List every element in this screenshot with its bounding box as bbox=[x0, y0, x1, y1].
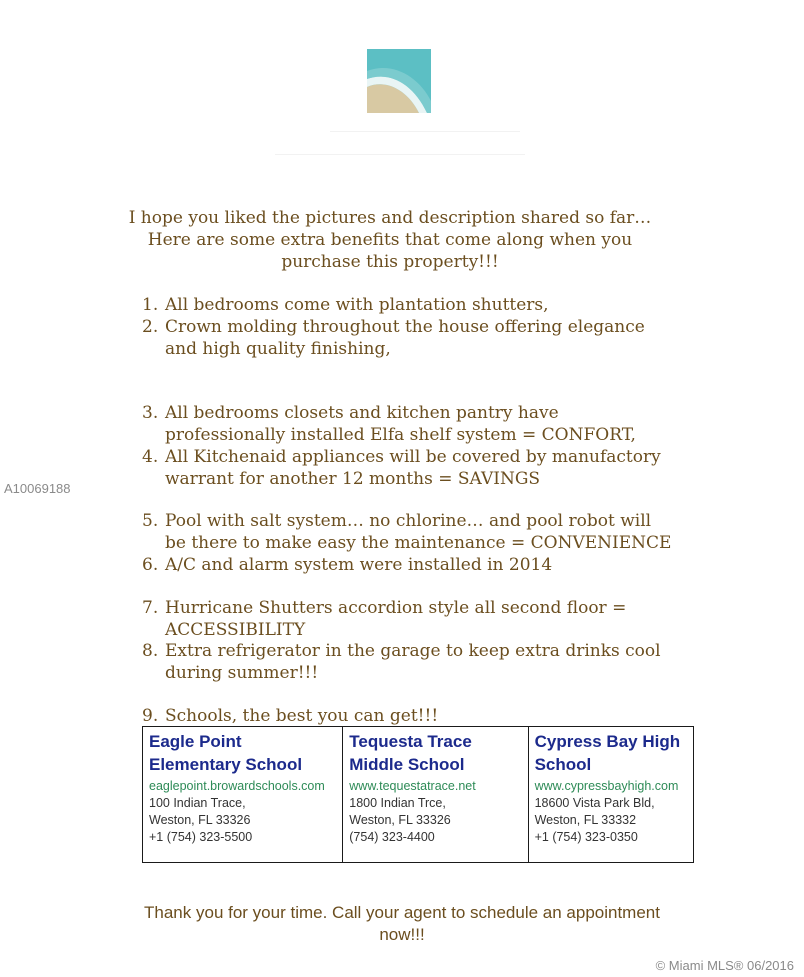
school-website: www.tequestatrace.net bbox=[349, 779, 476, 793]
faint-decoration bbox=[275, 154, 525, 155]
intro-text bbox=[100, 207, 680, 273]
school-cell bbox=[143, 727, 342, 862]
benefit-text: professionally installed Elfa shelf system = CONFORT, bbox=[165, 425, 636, 445]
school-phone: +1 (754) 323-5500 bbox=[149, 830, 253, 844]
intro-line: Here are some extra benefits that come along when you bbox=[147, 230, 633, 250]
faint-decoration bbox=[330, 131, 520, 132]
copyright-notice: © Miami MLS® 06/2016 bbox=[655, 958, 794, 973]
benefit-item bbox=[142, 402, 702, 446]
benefit-text: Hurricane Shutters accordion style all second floor = bbox=[165, 598, 627, 618]
benefit-text: Schools, the best you can get!!! bbox=[165, 706, 439, 726]
benefit-text: All bedrooms closets and kitchen pantry have bbox=[165, 403, 559, 423]
benefit-number: 1. bbox=[142, 295, 159, 315]
benefit-text: and high quality finishing, bbox=[165, 339, 391, 359]
school-address: Weston, FL 33332 bbox=[534, 813, 637, 827]
benefit-item bbox=[142, 597, 702, 641]
school-address: 1800 Indian Trce, bbox=[349, 796, 446, 810]
benefit-text: Pool with salt system… no chlorine… and pool robot will bbox=[165, 511, 652, 531]
benefit-number: 8. bbox=[142, 641, 159, 661]
benefit-item bbox=[142, 446, 702, 490]
benefit-item bbox=[142, 705, 702, 727]
benefit-text: warrant for another 12 months = SAVINGS bbox=[165, 469, 541, 489]
school-address: 18600 Vista Park Bld, bbox=[534, 796, 655, 810]
school-phone: +1 (754) 323-0350 bbox=[534, 830, 638, 844]
benefit-text: be there to make easy the maintenance = CONVENIENCE bbox=[165, 533, 672, 553]
intro-line: purchase this property!!! bbox=[281, 252, 499, 272]
wave-logo-icon bbox=[367, 49, 431, 113]
school-cell bbox=[528, 727, 693, 862]
school-name-line: Eagle Point bbox=[149, 732, 242, 751]
benefit-number: 4. bbox=[142, 447, 159, 467]
school-address: Weston, FL 33326 bbox=[349, 813, 451, 827]
benefit-item bbox=[142, 316, 702, 360]
benefit-text: A/C and alarm system were installed in 2014 bbox=[165, 555, 553, 575]
school-name bbox=[349, 730, 521, 776]
benefit-text: All Kitchenaid appliances will be covered by manufactory bbox=[165, 447, 661, 467]
closing-line: now!!! bbox=[379, 925, 425, 944]
school-website: www.cypressbayhigh.com bbox=[534, 779, 679, 793]
benefit-item bbox=[142, 554, 702, 576]
school-address: Weston, FL 33326 bbox=[149, 813, 251, 827]
benefit-text: All bedrooms come with plantation shutters, bbox=[165, 295, 549, 315]
benefit-item bbox=[142, 294, 702, 316]
school-website: eaglepoint.browardschools.com bbox=[149, 779, 325, 793]
benefit-text: Crown molding throughout the house offering elegance bbox=[165, 317, 645, 337]
benefit-item bbox=[142, 510, 702, 554]
school-cell bbox=[342, 727, 527, 862]
school-name-line: School bbox=[534, 755, 592, 774]
benefit-number: 5. bbox=[142, 511, 159, 531]
intro-line: I hope you liked the pictures and description shared so far… bbox=[128, 208, 652, 228]
benefit-number: 6. bbox=[142, 555, 159, 575]
school-name-line: Cypress Bay High bbox=[534, 732, 681, 751]
benefit-text: Extra refrigerator in the garage to keep extra drinks cool bbox=[165, 641, 661, 661]
schools-table bbox=[142, 726, 694, 863]
benefit-text: ACCESSIBILITY bbox=[165, 620, 306, 640]
benefit-number: 7. bbox=[142, 598, 159, 618]
school-name-line: Elementary School bbox=[149, 755, 303, 774]
school-name bbox=[149, 730, 336, 776]
school-name-line: Tequesta Trace bbox=[349, 732, 472, 751]
benefit-number: 3. bbox=[142, 403, 159, 423]
closing-text bbox=[100, 902, 704, 946]
listing-id: A10069188 bbox=[4, 481, 71, 496]
school-name-line: Middle School bbox=[349, 755, 465, 774]
benefit-text: during summer!!! bbox=[165, 663, 319, 683]
benefit-item bbox=[142, 640, 702, 684]
benefit-number: 9. bbox=[142, 706, 159, 726]
closing-line: Thank you for your time. Call your agent to schedule an appointment bbox=[144, 903, 660, 922]
school-phone: (754) 323-4400 bbox=[349, 830, 435, 844]
school-name bbox=[535, 730, 687, 776]
benefit-number: 2. bbox=[142, 317, 159, 337]
school-address: 100 Indian Trace, bbox=[149, 796, 246, 810]
